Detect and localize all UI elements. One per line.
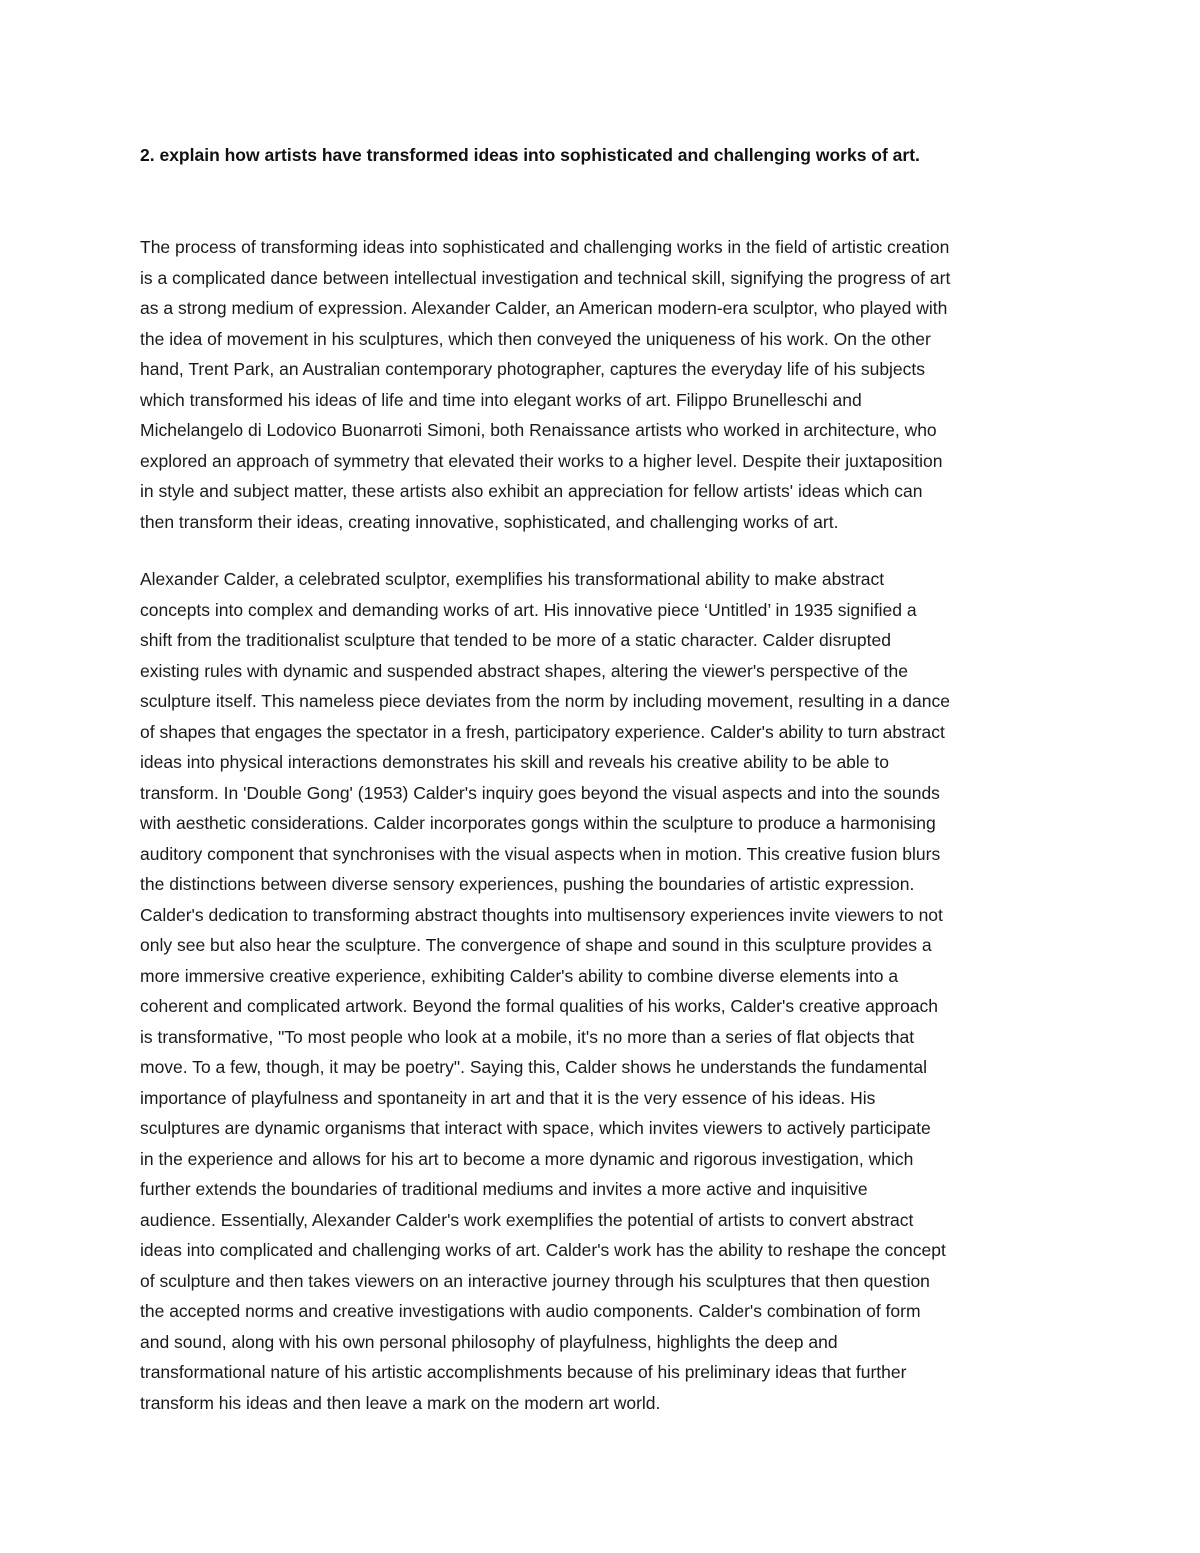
paragraph-line: further extends the boundaries of traditional mediums and invites a more active and inquisitive [140,1179,868,1199]
paragraph-line: ideas into complicated and challenging works of art. Calder's work has the ability to reshape the concept [140,1240,946,1260]
paragraph-line: transform his ideas and then leave a mark on the modern art world. [140,1392,661,1413]
paragraph-line: in the experience and allows for his art to become a more dynamic and rigorous investigation, which [140,1148,914,1169]
paragraph-line: ideas into physical interactions demonstrates his skill and reveals his creative ability to be able to [140,752,889,772]
paragraph-line: audience. Essentially, Alexander Calder's work exemplifies the potential of artists to convert abstract [140,1209,914,1230]
paragraph-line: more immersive creative experience, exhibiting Calder's ability to combine diverse elements into a [140,965,899,986]
paragraph-line: then transform their ideas, creating innovative, sophisticated, and challenging works of art. [140,511,839,532]
paragraph-line: Calder's dedication to transforming abstract thoughts into multisensory experiences invite viewers to not [140,904,943,925]
paragraph-line: of shapes that engages the spectator in a fresh, participatory experience. Calder's ability to turn abstract [140,721,945,742]
paragraph-line: explored an approach of symmetry that elevated their works to a higher level. Despite their juxtaposition [140,450,943,471]
paragraph-line: sculpture itself. This nameless piece deviates from the norm by including movement, resulting in a dance [140,691,950,711]
paragraph-intro [140,232,1080,537]
paragraph-line: existing rules with dynamic and suspended abstract shapes, altering the viewer's perspective of the [140,660,908,681]
paragraph-line: and sound, along with his own personal philosophy of playfulness, highlights the deep and [140,1331,838,1352]
paragraph-line: with aesthetic considerations. Calder incorporates gongs within the sculpture to produce a harmonising [140,813,936,833]
paragraph-line: the idea of movement in his sculptures, which then conveyed the uniqueness of his work. On the other [140,328,931,349]
paragraph-line: coherent and complicated artwork. Beyond the formal qualities of his works, Calder's creative approach [140,996,939,1016]
paragraph-line: the distinctions between diverse sensory experiences, pushing the boundaries of artistic expression. [140,874,915,894]
paragraph-line: sculptures are dynamic organisms that interact with space, which invites viewers to actively participate [140,1118,931,1138]
paragraph-calder [140,564,1080,1418]
paragraph-line: is a complicated dance between intellectual investigation and technical skill, signifying the progress of art [140,267,951,288]
paragraph-line: The process of transforming ideas into sophisticated and challenging works in the field of artistic creation [140,237,950,257]
paragraph-line: is transformative, "To most people who look at a mobile, it's no more than a series of flat objects that [140,1026,915,1047]
paragraph-line: in style and subject matter, these artists also exhibit an appreciation for fellow artists' ideas which can [140,481,923,501]
paragraph-line: transformational nature of his artistic accomplishments because of his preliminary ideas that further [140,1362,907,1382]
paragraph-line: only see but also hear the sculpture. The convergence of shape and sound in this sculpture provides a [140,935,932,955]
paragraph-line: shift from the traditionalist sculpture that tended to be more of a static character. Calder disrupted [140,630,891,650]
paragraph-line: concepts into complex and demanding works of art. His innovative piece ‘Untitled’ in 1935 signified a [140,599,917,620]
paragraph-line: Alexander Calder, a celebrated sculptor, exemplifies his transformational ability to make abstract [140,569,885,589]
paragraph-line: which transformed his ideas of life and time into elegant works of art. Filippo Brunelleschi and [140,389,862,410]
paragraph-line: the accepted norms and creative investigations with audio components. Calder's combination of form [140,1301,921,1321]
paragraph-line: as a strong medium of expression. Alexander Calder, an American modern-era sculptor, who played with [140,298,948,318]
paragraph-line: move. To a few, though, it may be poetry". Saying this, Calder shows he understands the fundamental [140,1057,928,1077]
paragraph-line: of sculpture and then takes viewers on an interactive journey through his sculptures that then question [140,1270,930,1291]
question-heading: 2. explain how artists have transformed ideas into sophisticated and challenging works of art. [140,145,920,165]
paragraph-line: auditory component that synchronises with the visual aspects when in motion. This creative fusion blurs [140,843,941,864]
paragraph-line: transform. In 'Double Gong' (1953) Calder's inquiry goes beyond the visual aspects and into the sounds [140,782,940,803]
paragraph-line: hand, Trent Park, an Australian contemporary photographer, captures the everyday life of his subjects [140,359,926,379]
paragraph-line: Michelangelo di Lodovico Buonarroti Simoni, both Renaissance artists who worked in architecture, who [140,420,937,440]
paragraph-line: importance of playfulness and spontaneity in art and that it is the very essence of his ideas. His [140,1087,876,1108]
